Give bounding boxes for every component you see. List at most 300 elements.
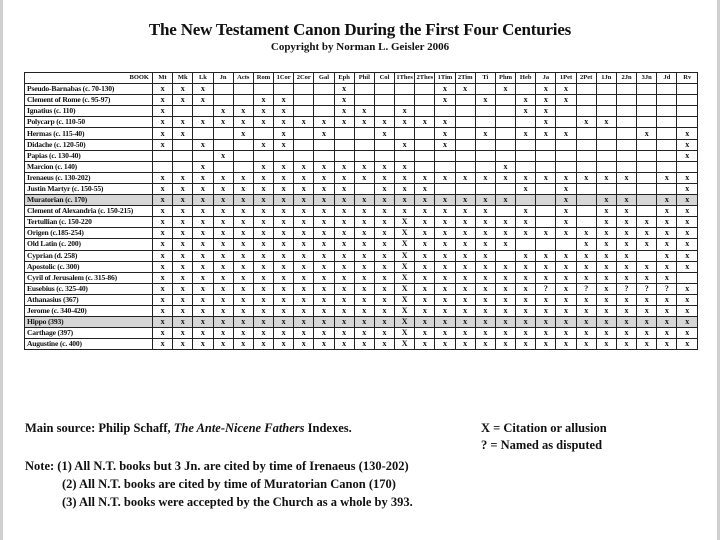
column-header: Acts	[233, 73, 253, 84]
citation-cell: X	[395, 283, 415, 294]
citation-cell: x	[294, 305, 314, 316]
citation-cell: x	[193, 305, 213, 316]
citation-cell: X	[395, 328, 415, 339]
column-header: Mt	[153, 73, 173, 84]
citation-cell: x	[233, 117, 253, 128]
citation-cell: x	[354, 272, 374, 283]
citation-cell: ?	[616, 283, 636, 294]
citation-cell: x	[677, 339, 698, 350]
citation-cell: x	[455, 305, 475, 316]
citation-cell: x	[395, 206, 415, 217]
citation-cell: x	[274, 317, 294, 328]
citation-cell: x	[455, 272, 475, 283]
citation-cell	[495, 128, 515, 139]
citation-cell: x	[153, 217, 173, 228]
citation-cell: x	[153, 106, 173, 117]
citation-cell: x	[576, 250, 596, 261]
citation-cell	[576, 84, 596, 95]
citation-cell: x	[253, 106, 273, 117]
citation-cell: x	[233, 305, 253, 316]
witness-name: Augustine (c. 400)	[25, 339, 153, 350]
citation-cell: x	[596, 305, 616, 316]
witness-name: Cyril of Jerusalem (c. 315-86)	[25, 272, 153, 283]
column-header: Rom	[253, 73, 273, 84]
citation-cell	[374, 95, 394, 106]
citation-cell	[395, 95, 415, 106]
citation-cell	[596, 95, 616, 106]
citation-cell: x	[596, 117, 616, 128]
citation-cell: x	[516, 339, 536, 350]
citation-cell: x	[435, 195, 455, 206]
citation-cell: x	[173, 128, 193, 139]
citation-cell: x	[354, 195, 374, 206]
citation-cell: x	[576, 172, 596, 183]
citation-cell	[475, 183, 495, 194]
citation-cell	[657, 117, 677, 128]
note-2: (2) All N.T. books are cited by time of Muratorian Canon (170)	[62, 477, 396, 491]
citation-cell: x	[314, 195, 334, 206]
citation-cell	[516, 150, 536, 161]
citation-cell: x	[274, 183, 294, 194]
citation-cell	[475, 84, 495, 95]
left-border	[0, 0, 3, 540]
citation-cell: x	[677, 283, 698, 294]
citation-cell	[455, 117, 475, 128]
citation-cell: x	[354, 161, 374, 172]
citation-cell: x	[173, 328, 193, 339]
citation-cell: x	[213, 317, 233, 328]
citation-cell: x	[213, 305, 233, 316]
citation-cell	[677, 117, 698, 128]
citation-cell	[616, 95, 636, 106]
citation-cell: x	[213, 206, 233, 217]
citation-cell	[334, 128, 354, 139]
citation-cell: x	[516, 261, 536, 272]
citation-cell: x	[193, 339, 213, 350]
citation-cell: x	[536, 261, 556, 272]
citation-cell: x	[596, 328, 616, 339]
citation-cell: x	[516, 317, 536, 328]
citation-cell	[657, 106, 677, 117]
table-row	[25, 217, 698, 228]
citation-cell	[354, 183, 374, 194]
citation-cell: x	[616, 217, 636, 228]
citation-cell: x	[253, 206, 273, 217]
citation-cell: x	[314, 161, 334, 172]
citation-cell: x	[455, 283, 475, 294]
citation-cell: x	[334, 261, 354, 272]
citation-cell	[536, 150, 556, 161]
citation-cell	[233, 150, 253, 161]
column-header: 1Jn	[596, 73, 616, 84]
citation-cell: x	[616, 239, 636, 250]
citation-cell: x	[556, 228, 576, 239]
witness-name: Jerome (c. 340-420)	[25, 305, 153, 316]
citation-cell: x	[395, 106, 415, 117]
table-header-row	[25, 73, 698, 84]
citation-cell	[556, 150, 576, 161]
citation-cell: x	[556, 95, 576, 106]
citation-cell: x	[253, 328, 273, 339]
citation-cell: x	[657, 239, 677, 250]
main-source	[25, 421, 352, 436]
citation-cell: x	[334, 272, 354, 283]
citation-cell: x	[516, 283, 536, 294]
citation-cell: x	[274, 128, 294, 139]
citation-cell: x	[475, 128, 495, 139]
citation-cell	[435, 150, 455, 161]
column-header: 3Jn	[637, 73, 657, 84]
citation-cell: x	[536, 228, 556, 239]
copyright-subtitle: Copyright by Norman L. Geisler 2006	[270, 41, 450, 53]
citation-cell: x	[354, 172, 374, 183]
citation-cell: x	[274, 139, 294, 150]
citation-cell: x	[253, 117, 273, 128]
citation-cell: x	[314, 317, 334, 328]
citation-cell	[435, 106, 455, 117]
citation-cell	[657, 84, 677, 95]
citation-cell: x	[354, 206, 374, 217]
citation-cell: x	[596, 228, 616, 239]
citation-cell: x	[677, 250, 698, 261]
citation-cell	[294, 95, 314, 106]
citation-cell	[233, 84, 253, 95]
column-header: 1Tim	[435, 73, 455, 84]
citation-cell	[576, 106, 596, 117]
citation-cell: x	[253, 183, 273, 194]
citation-cell: x	[274, 106, 294, 117]
citation-cell: x	[354, 261, 374, 272]
witness-name: Ignatius (c. 110)	[25, 106, 153, 117]
citation-cell	[495, 95, 515, 106]
citation-cell: x	[495, 84, 515, 95]
citation-cell: x	[354, 294, 374, 305]
citation-cell: x	[435, 117, 455, 128]
citation-cell: x	[374, 117, 394, 128]
table-row	[25, 294, 698, 305]
citation-cell: x	[193, 183, 213, 194]
citation-cell: x	[637, 305, 657, 316]
citation-cell: x	[455, 195, 475, 206]
citation-cell	[294, 150, 314, 161]
citation-cell	[616, 150, 636, 161]
citation-cell: x	[233, 172, 253, 183]
table-row	[25, 317, 698, 328]
citation-cell: x	[253, 139, 273, 150]
citation-cell: x	[556, 305, 576, 316]
citation-cell	[495, 106, 515, 117]
citation-cell: x	[455, 206, 475, 217]
citation-cell: x	[193, 217, 213, 228]
citation-cell: x	[536, 305, 556, 316]
citation-cell: x	[374, 250, 394, 261]
citation-cell: x	[314, 283, 334, 294]
citation-cell	[637, 206, 657, 217]
citation-cell: ?	[657, 283, 677, 294]
citation-cell: x	[475, 239, 495, 250]
citation-cell: x	[173, 294, 193, 305]
citation-cell	[657, 183, 677, 194]
citation-cell: x	[294, 117, 314, 128]
citation-cell: x	[374, 172, 394, 183]
citation-cell: x	[334, 206, 354, 217]
citation-cell	[576, 128, 596, 139]
citation-cell: x	[495, 172, 515, 183]
citation-cell	[294, 128, 314, 139]
column-header: Phm	[495, 73, 515, 84]
column-header: 1Cor	[274, 73, 294, 84]
citation-cell: x	[334, 294, 354, 305]
citation-cell	[294, 84, 314, 95]
citation-cell: x	[314, 183, 334, 194]
citation-cell	[354, 128, 374, 139]
citation-cell: x	[677, 239, 698, 250]
citation-cell: x	[637, 294, 657, 305]
citation-cell: x	[354, 228, 374, 239]
citation-cell	[354, 150, 374, 161]
citation-cell: x	[253, 217, 273, 228]
citation-cell: x	[556, 294, 576, 305]
citation-cell	[193, 106, 213, 117]
citation-cell: x	[556, 339, 576, 350]
column-header: 2Thes	[415, 73, 435, 84]
citation-cell: x	[153, 84, 173, 95]
citation-cell: x	[193, 172, 213, 183]
citation-cell: x	[374, 183, 394, 194]
citation-cell: x	[253, 195, 273, 206]
citation-cell: x	[616, 228, 636, 239]
citation-cell: x	[395, 172, 415, 183]
citation-cell: x	[253, 161, 273, 172]
citation-cell	[495, 206, 515, 217]
citation-cell	[435, 183, 455, 194]
citation-cell: x	[576, 339, 596, 350]
citation-cell: X	[395, 305, 415, 316]
witness-name: Origen (c.185-254)	[25, 228, 153, 239]
citation-cell: x	[495, 294, 515, 305]
citation-cell: x	[616, 305, 636, 316]
citation-cell: x	[274, 217, 294, 228]
citation-cell: x	[294, 172, 314, 183]
citation-cell	[637, 95, 657, 106]
column-header: Ja	[536, 73, 556, 84]
citation-cell: x	[193, 228, 213, 239]
source-tail: Indexes.	[304, 421, 352, 435]
citation-cell: x	[253, 239, 273, 250]
citation-cell: x	[415, 239, 435, 250]
citation-cell: x	[677, 195, 698, 206]
citation-cell: x	[274, 283, 294, 294]
citation-cell: x	[334, 239, 354, 250]
citation-cell: x	[374, 261, 394, 272]
citation-cell: x	[556, 217, 576, 228]
citation-cell: x	[455, 328, 475, 339]
witness-name: Cyprian (d. 258)	[25, 250, 153, 261]
citation-cell: x	[213, 106, 233, 117]
citation-cell: x	[677, 228, 698, 239]
citation-cell: x	[435, 339, 455, 350]
citation-cell: x	[213, 150, 233, 161]
citation-cell: x	[173, 172, 193, 183]
citation-cell: x	[415, 317, 435, 328]
citation-cell	[637, 139, 657, 150]
citation-cell: x	[374, 339, 394, 350]
citation-cell: x	[334, 183, 354, 194]
citation-cell: x	[495, 195, 515, 206]
citation-cell: x	[374, 294, 394, 305]
citation-cell: x	[274, 261, 294, 272]
citation-cell	[516, 195, 536, 206]
citation-cell: x	[354, 283, 374, 294]
citation-cell	[657, 95, 677, 106]
table-row	[25, 305, 698, 316]
table-row	[25, 195, 698, 206]
citation-cell: x	[274, 239, 294, 250]
citation-cell: X	[395, 239, 415, 250]
citation-cell: x	[637, 228, 657, 239]
citation-cell	[495, 183, 515, 194]
citation-cell: x	[274, 161, 294, 172]
citation-cell: x	[314, 339, 334, 350]
citation-cell: x	[415, 195, 435, 206]
citation-cell: x	[294, 261, 314, 272]
citation-cell: x	[536, 106, 556, 117]
legend-citation: X = Citation or allusion	[481, 421, 607, 435]
citation-cell: x	[495, 161, 515, 172]
citation-cell: x	[173, 283, 193, 294]
citation-cell: ?	[576, 283, 596, 294]
source-title: The Ante-Nicene Fathers	[173, 421, 305, 435]
citation-cell: x	[657, 195, 677, 206]
citation-cell	[395, 128, 415, 139]
citation-cell: x	[475, 317, 495, 328]
citation-cell: x	[616, 206, 636, 217]
citation-cell: x	[274, 206, 294, 217]
citation-cell: x	[314, 261, 334, 272]
citation-cell: x	[374, 283, 394, 294]
citation-cell: x	[475, 339, 495, 350]
citation-cell	[657, 150, 677, 161]
citation-cell: x	[253, 272, 273, 283]
citation-cell	[475, 139, 495, 150]
citation-cell: x	[153, 317, 173, 328]
citation-cell	[556, 106, 576, 117]
table-row	[25, 328, 698, 339]
table-row	[25, 206, 698, 217]
citation-cell: x	[253, 305, 273, 316]
citation-cell: x	[233, 239, 253, 250]
citation-cell: x	[193, 317, 213, 328]
witness-name: Didache (c. 120-50)	[25, 139, 153, 150]
citation-cell: x	[213, 328, 233, 339]
book-column-header: BOOK	[25, 73, 153, 84]
citation-cell: x	[274, 305, 294, 316]
citation-cell: x	[193, 84, 213, 95]
citation-cell: x	[253, 172, 273, 183]
citation-cell: x	[233, 272, 253, 283]
citation-cell	[657, 128, 677, 139]
citation-cell: x	[294, 206, 314, 217]
citation-cell	[556, 117, 576, 128]
page-title: The New Testament Canon During the First Four Centuries	[148, 20, 572, 39]
citation-cell	[294, 106, 314, 117]
citation-cell: x	[536, 328, 556, 339]
citation-cell	[637, 172, 657, 183]
citation-cell	[657, 139, 677, 150]
citation-cell: x	[374, 328, 394, 339]
citation-cell: x	[274, 228, 294, 239]
citation-cell	[576, 161, 596, 172]
citation-cell: x	[576, 228, 596, 239]
witness-name: Marcion (c. 140)	[25, 161, 153, 172]
citation-cell	[253, 84, 273, 95]
citation-cell: x	[637, 128, 657, 139]
citation-cell: X	[395, 317, 415, 328]
citation-cell: x	[395, 117, 415, 128]
citation-cell: x	[253, 228, 273, 239]
citation-cell: x	[556, 172, 576, 183]
citation-cell	[556, 239, 576, 250]
citation-cell: x	[677, 183, 698, 194]
citation-cell: x	[153, 139, 173, 150]
citation-cell: x	[354, 328, 374, 339]
citation-cell	[677, 161, 698, 172]
citation-cell: x	[173, 217, 193, 228]
citation-cell	[495, 117, 515, 128]
citation-cell	[556, 161, 576, 172]
citation-cell: x	[435, 128, 455, 139]
citation-cell	[274, 150, 294, 161]
citation-cell: x	[334, 328, 354, 339]
citation-cell: x	[556, 183, 576, 194]
citation-cell	[294, 139, 314, 150]
citation-cell: x	[637, 217, 657, 228]
citation-cell: x	[193, 272, 213, 283]
citation-cell: x	[334, 172, 354, 183]
citation-cell: x	[294, 183, 314, 194]
citation-cell	[173, 139, 193, 150]
citation-cell: x	[677, 217, 698, 228]
citation-cell	[455, 95, 475, 106]
citation-cell: x	[556, 84, 576, 95]
citation-cell: x	[576, 328, 596, 339]
citation-cell: x	[274, 339, 294, 350]
citation-cell: x	[616, 250, 636, 261]
citation-cell: x	[677, 150, 698, 161]
citation-cell: x	[193, 239, 213, 250]
citation-cell: x	[253, 283, 273, 294]
table-row	[25, 95, 698, 106]
citation-cell	[253, 150, 273, 161]
citation-cell: x	[677, 294, 698, 305]
citation-cell: x	[435, 206, 455, 217]
citation-cell: x	[516, 106, 536, 117]
citation-cell: x	[596, 272, 616, 283]
citation-cell	[334, 139, 354, 150]
citation-cell: x	[334, 161, 354, 172]
citation-cell: x	[677, 328, 698, 339]
citation-cell: x	[616, 261, 636, 272]
citation-cell	[415, 150, 435, 161]
citation-cell: x	[415, 172, 435, 183]
witness-name: Carthage (397)	[25, 328, 153, 339]
citation-cell	[395, 84, 415, 95]
citation-cell: x	[415, 283, 435, 294]
witness-name: Pseudo-Barnabas (c. 70-130)	[25, 84, 153, 95]
citation-cell: x	[153, 250, 173, 261]
citation-cell	[314, 139, 334, 150]
citation-cell	[374, 139, 394, 150]
